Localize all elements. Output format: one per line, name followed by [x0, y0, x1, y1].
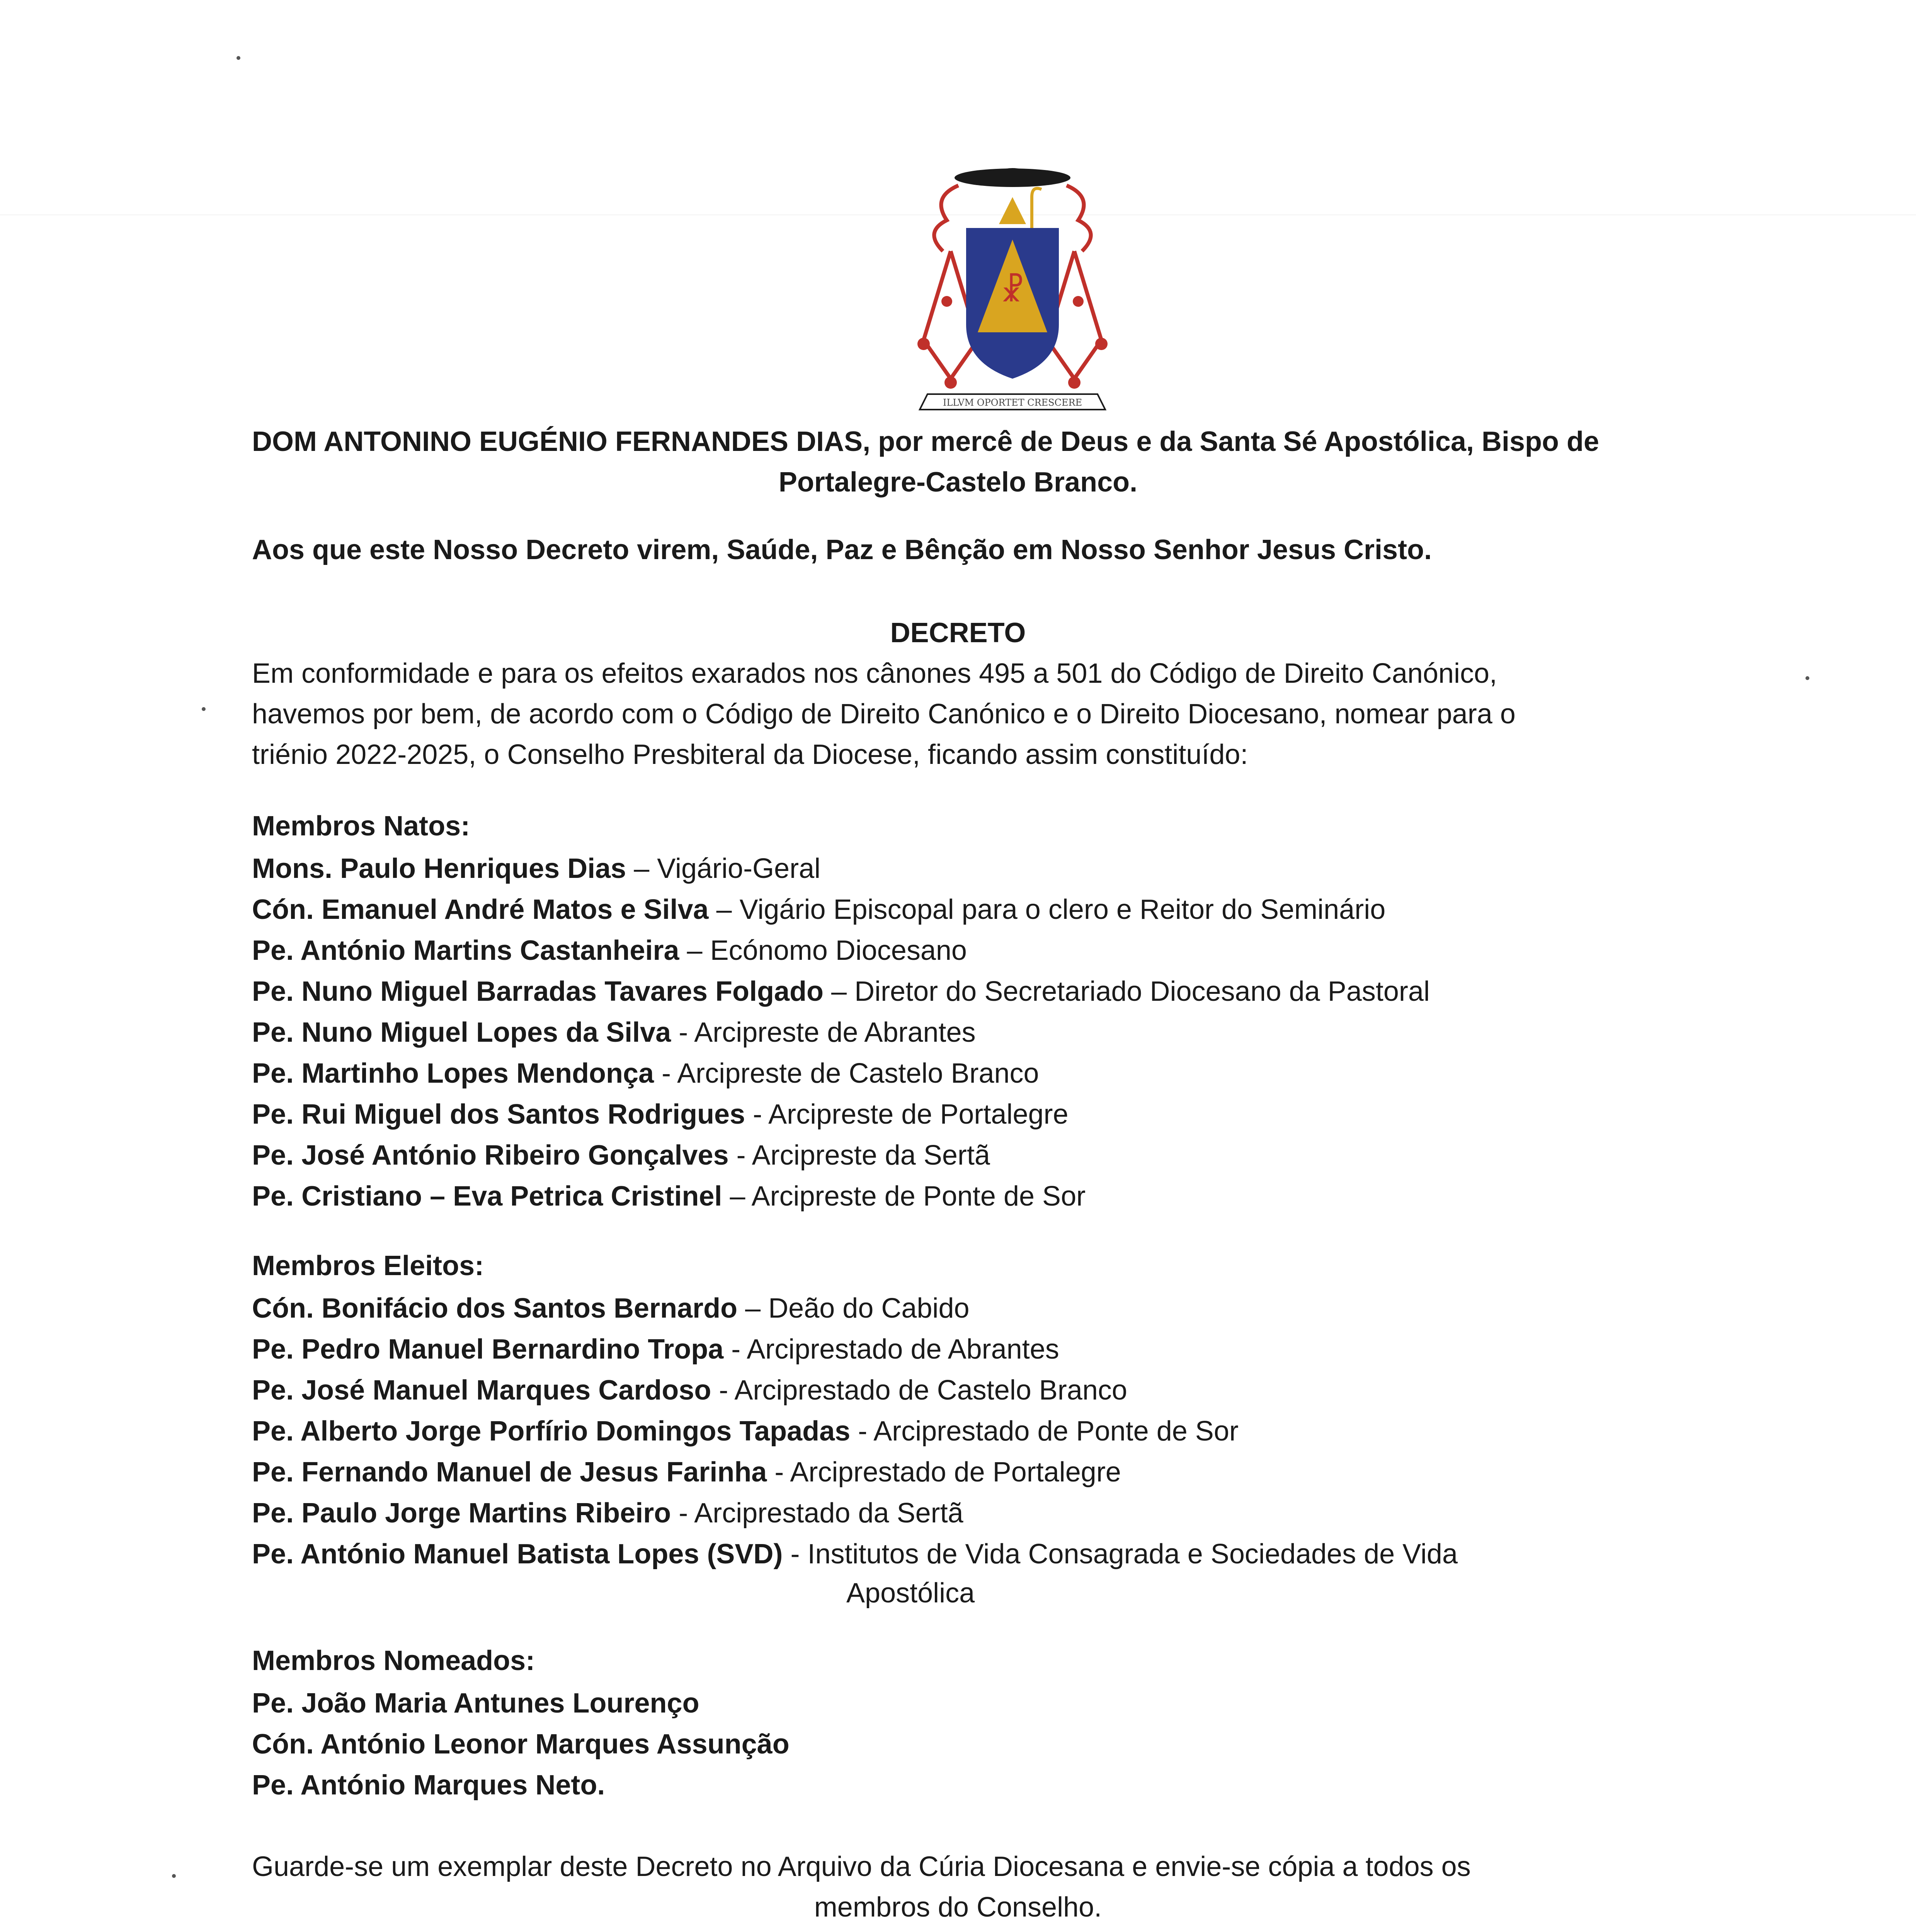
member-eleito: Pe. Pedro Manuel Bernardino Tropa - Arciprestado de Abrantes: [252, 1334, 1059, 1365]
member-nato: Cón. Emanuel André Matos e Silva – Vigário Episcopal para o clero e Reitor do Seminário: [252, 894, 1386, 925]
member-nato: Pe. Nuno Miguel Lopes da Silva - Arcipreste de Abrantes: [252, 1017, 976, 1048]
motto-text: ILLVM OPORTET CRESCERE: [943, 397, 1082, 408]
scan-speck: [172, 1874, 176, 1878]
coat-of-arms: [889, 162, 1136, 417]
greeting: Aos que este Nosso Decreto virem, Saúde, Paz e Bênção em Nosso Senhor Jesus Cristo.: [252, 534, 1432, 565]
member-nato: Pe. Martinho Lopes Mendonça - Arcipreste de Castelo Branco: [252, 1058, 1039, 1089]
member-nato: Pe. Rui Miguel dos Santos Rodrigues - Arcipreste de Portalegre: [252, 1099, 1069, 1130]
header-line-2: Portalegre-Castelo Branco.: [778, 467, 1138, 498]
intro-line-1: Em conformidade e para os efeitos exarados nos cânones 495 a 501 do Código de Direito Canónico,: [252, 658, 1497, 689]
nomeados-heading: Membros Nomeados:: [252, 1645, 535, 1676]
member-eleito: Pe. Alberto Jorge Porfírio Domingos Tapadas - Arciprestado de Ponte de Sor: [252, 1416, 1239, 1447]
member-nato: Pe. António Martins Castanheira – Ecónomo Diocesano: [252, 935, 967, 966]
member-nato: Mons. Paulo Henriques Dias – Vigário-Geral: [252, 853, 821, 884]
eleitos-continuation: Apostólica: [846, 1578, 975, 1609]
scan-speck: [1805, 676, 1809, 680]
decree-title: DECRETO: [890, 617, 1026, 648]
member-nomeado: Cón. António Leonor Marques Assunção: [252, 1729, 790, 1760]
member-nomeado: Pe. João Maria Antunes Lourenço: [252, 1688, 699, 1719]
member-nato: Pe. Nuno Miguel Barradas Tavares Folgado – Diretor do Secretariado Diocesano da Pastoral: [252, 976, 1430, 1007]
eleitos-heading: Membros Eleitos:: [252, 1250, 484, 1281]
member-eleito: Cón. Bonifácio dos Santos Bernardo – Deão do Cabido: [252, 1293, 970, 1324]
member-eleito: Pe. Paulo Jorge Martins Ribeiro - Arciprestado da Sertã: [252, 1498, 963, 1529]
member-nato: Pe. José António Ribeiro Gonçalves - Arcipreste da Sertã: [252, 1140, 990, 1171]
natos-heading: Membros Natos:: [252, 811, 470, 842]
intro-line-3: triénio 2022-2025, o Conselho Presbiteral da Diocese, ficando assim constituído:: [252, 739, 1248, 770]
member-eleito: Pe. José Manuel Marques Cardoso - Arciprestado de Castelo Branco: [252, 1375, 1127, 1406]
svg-text:☧: ☧: [1000, 273, 1025, 309]
closing-line-2: membros do Conselho.: [814, 1892, 1102, 1923]
member-eleito: Pe. António Manuel Batista Lopes (SVD) - Institutos de Vida Consagrada e Sociedades de Vida: [252, 1539, 1458, 1570]
member-nato: Pe. Cristiano – Eva Petrica Cristinel – Arcipreste de Ponte de Sor: [252, 1181, 1086, 1212]
header-line-1: DOM ANTONINO EUGÉNIO FERNANDES DIAS, por mercê de Deus e da Santa Sé Apostólica, Bispo de: [252, 426, 1599, 457]
scan-speck: [237, 56, 240, 60]
scan-speck: [202, 707, 206, 711]
member-nomeado: Pe. António Marques Neto.: [252, 1770, 605, 1801]
closing-line-1: Guarde-se um exemplar deste Decreto no Arquivo da Cúria Diocesana e envie-se cópia a todos os: [252, 1851, 1471, 1882]
member-eleito: Pe. Fernando Manuel de Jesus Farinha - Arciprestado de Portalegre: [252, 1457, 1121, 1488]
intro-line-2: havemos por bem, de acordo com o Código de Direito Canónico e o Direito Diocesano, nomear para o: [252, 699, 1516, 730]
